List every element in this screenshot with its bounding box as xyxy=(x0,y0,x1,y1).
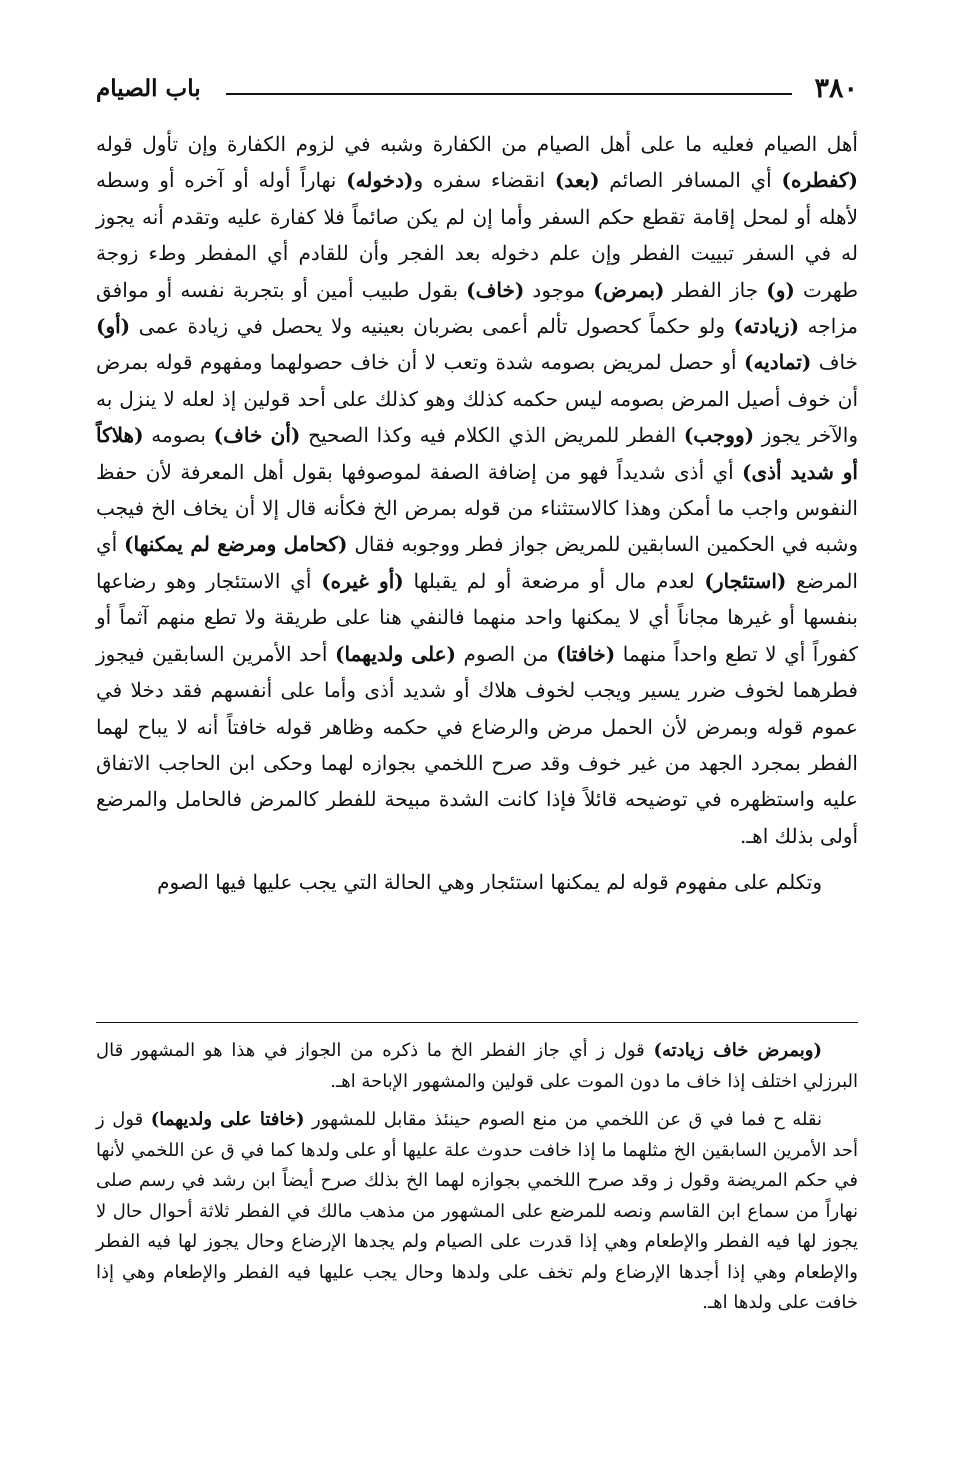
bold-quoted-term: (خاف) xyxy=(466,277,525,302)
page-number: ٣٨٠ xyxy=(814,73,858,104)
main-text xyxy=(96,126,858,901)
bold-quoted-term: (دخوله) xyxy=(346,168,414,193)
footnote-paragraph xyxy=(96,1036,858,1097)
text-run: قول ز أي جاز الفطر الخ ما ذكره من الجواز في هذا هو المشهور قال البرزلي اختلف إذا خاف ما دون الموت على قولين والمشهور الإباحة اهـ. xyxy=(96,1040,858,1092)
page-header xyxy=(96,72,858,108)
text-run: أو حصل لمريض بصومه شدة وتعب لا أن خاف حصولهما ومفهوم قوله بمرض أن خوف أصيل المرض بصومه ليس حكمه كذلك وهو كذلك على أحد قولين إذ لعله لا ينزل به والآخر يجوز xyxy=(96,350,858,448)
bold-quoted-term: (بعد) xyxy=(554,168,600,193)
text-run: أهل الصيام فعليه ما على أهل الصيام من الكفارة وشبه في لزوم الكفارة وإن تأول قوله xyxy=(96,132,858,156)
footnote-divider xyxy=(96,1022,858,1023)
text-run: أحد الأمرين السابقين فيجوز فطرهما لخوف ضرر يسير ويجب لخوف هلاك أو شديد أذى وأما على أنفسهم فقد دخلا في عموم قوله وبمرض لأن الحمل مرض والرضاع في حكمه وظاهر قوله خافتاً أنه لا يباح لهما الفطر بمجرد الجهد من غير خوف وقد صرح اللخمي بجوازه لهما وحكى ابن الحاجب الاتفاق عليه واستظهره في توضيحه قائلاً فإذا كانت الشدة مبيحة للفطر كالمرض فالحامل والمرضع أولى بذلك اهـ. xyxy=(96,641,858,848)
bold-quoted-term: (تماديه) xyxy=(744,350,812,375)
footnote-paragraph xyxy=(96,1105,858,1319)
text-run: من الصوم xyxy=(455,641,557,666)
text-run: بصومه xyxy=(143,423,214,448)
bold-quoted-term: (هلاكاً أو شديد أذى) xyxy=(96,423,858,484)
text-run: موجود xyxy=(524,277,594,302)
text-run: أي المرضع xyxy=(96,532,858,593)
text-run: بقول طبيب أمين أو بتجربة نفسه أو موافق مزاجه xyxy=(96,277,859,339)
bold-quoted-term: (كحامل ومرضع لم يمكنها) xyxy=(124,532,348,557)
text-run: قول ز أحد الأمرين السابقين الخ مثلهما ما إذا خافت حدوث علة عليها أو على ولدها كما في ق عن اللخمي لأنها في حكم المريضة وقول ز وقد صرح اللخمي بجوازه لهما الخ بذلك صرح أيضاً ابن رشد في رسم صلى نهاراً من سماع ابن القاسم ونصه للمرضع على المشهور من مذهب مالك في الفطر ثلاثة أحوال حال لا يجوز لها فيه الفطر والإطعام وهي إذا قدرت على الصيام ولم يجدها الإرضاع وحال يجوز لها فيه الفطر والإطعام وهي إذا أجدها الإرضاع ولم تخف على ولدها وحال يجب عليها فيه الفطر والإطعام وهي إذا خافت على ولدها اهـ. xyxy=(96,1109,858,1313)
header-rule xyxy=(226,93,792,95)
bold-quoted-term: (بمرض) xyxy=(593,277,665,302)
bold-quoted-term: (خافتا على ولديهما) xyxy=(150,1109,305,1130)
text-run: نقله ح فما في ق عن اللخمي من منع الصوم حينئذ مقابل للمشهور xyxy=(304,1109,822,1130)
text-run: ولو حكماً كحصول تألم أعمى بضربان بعينيه ولا يحصل في زيادة عمى xyxy=(130,314,734,339)
bold-quoted-term: (استئجار) xyxy=(704,568,787,593)
running-title: باب الصيام xyxy=(96,75,201,102)
bold-quoted-term: (خافتا) xyxy=(556,641,616,666)
text-run: أي المسافر الصائم xyxy=(599,168,782,193)
bold-quoted-term: (أن خاف) xyxy=(213,423,301,448)
bold-quoted-term: (أو) xyxy=(96,314,131,339)
text-run: أي أذى شديداً فهو من إضافة الصفة لموصوفها بقول أهل المعرفة لأن حفظ النفوس واجب ما أمكن وهذا كالاستثناء من قوله بمرض الخ فكأنه قال إلا أن يخاف الخ فيجب وشبه في الحكمين السابقين للمريض جواز فطر ووجوبه فقال xyxy=(96,459,858,557)
bold-quoted-term: (زيادته) xyxy=(733,314,800,339)
text-run: أي الاستئجار وهو رضاعها بنفسها أو غيرها مجاناً أي لا يمكنها واحد منهما فالنفي هنا على طريقة ولا تطع منهم آثماً أو كفوراً أي لا تطع واحداً منهما xyxy=(96,568,858,666)
bold-quoted-term: (و) xyxy=(766,277,795,302)
main-paragraph-continued: وتكلم على مفهوم قوله لم يمكنها استئجار وهي الحالة التي يجب عليها فيها الصوم xyxy=(157,870,822,895)
bold-quoted-term: (أو غيره) xyxy=(321,568,404,593)
text-run: انقضاء سفره و xyxy=(413,168,555,193)
bold-quoted-term: (وبمرض خاف زيادته) xyxy=(653,1040,822,1061)
text-run: نهاراً أوله أو آخره أو وسطه لأهله أو لمحل إقامة تقطع حكم السفر وأما إن لم يكن صائماً فلا كفارة عليه وتقدم أنه يجوز له في السفر تبييت الفطر وإن علم دخوله بعد الفجر وأن للقادم أي المفطر وطء زوجة طهرت xyxy=(96,168,858,302)
text-run: خاف xyxy=(811,350,858,375)
bold-quoted-term: (كفطره) xyxy=(781,168,858,193)
footnotes xyxy=(96,1036,858,1319)
text-run: الفطر للمريض الذي الكلام فيه وكذا الصحيح xyxy=(300,423,684,448)
main-paragraph xyxy=(96,126,858,854)
text-run: جاز الفطر xyxy=(664,277,767,302)
bold-quoted-term: (على ولديهما) xyxy=(335,641,456,666)
text-run: لعدم مال أو مرضعة أو لم يقبلها xyxy=(403,568,705,593)
bold-quoted-term: (ووجب) xyxy=(683,423,755,448)
